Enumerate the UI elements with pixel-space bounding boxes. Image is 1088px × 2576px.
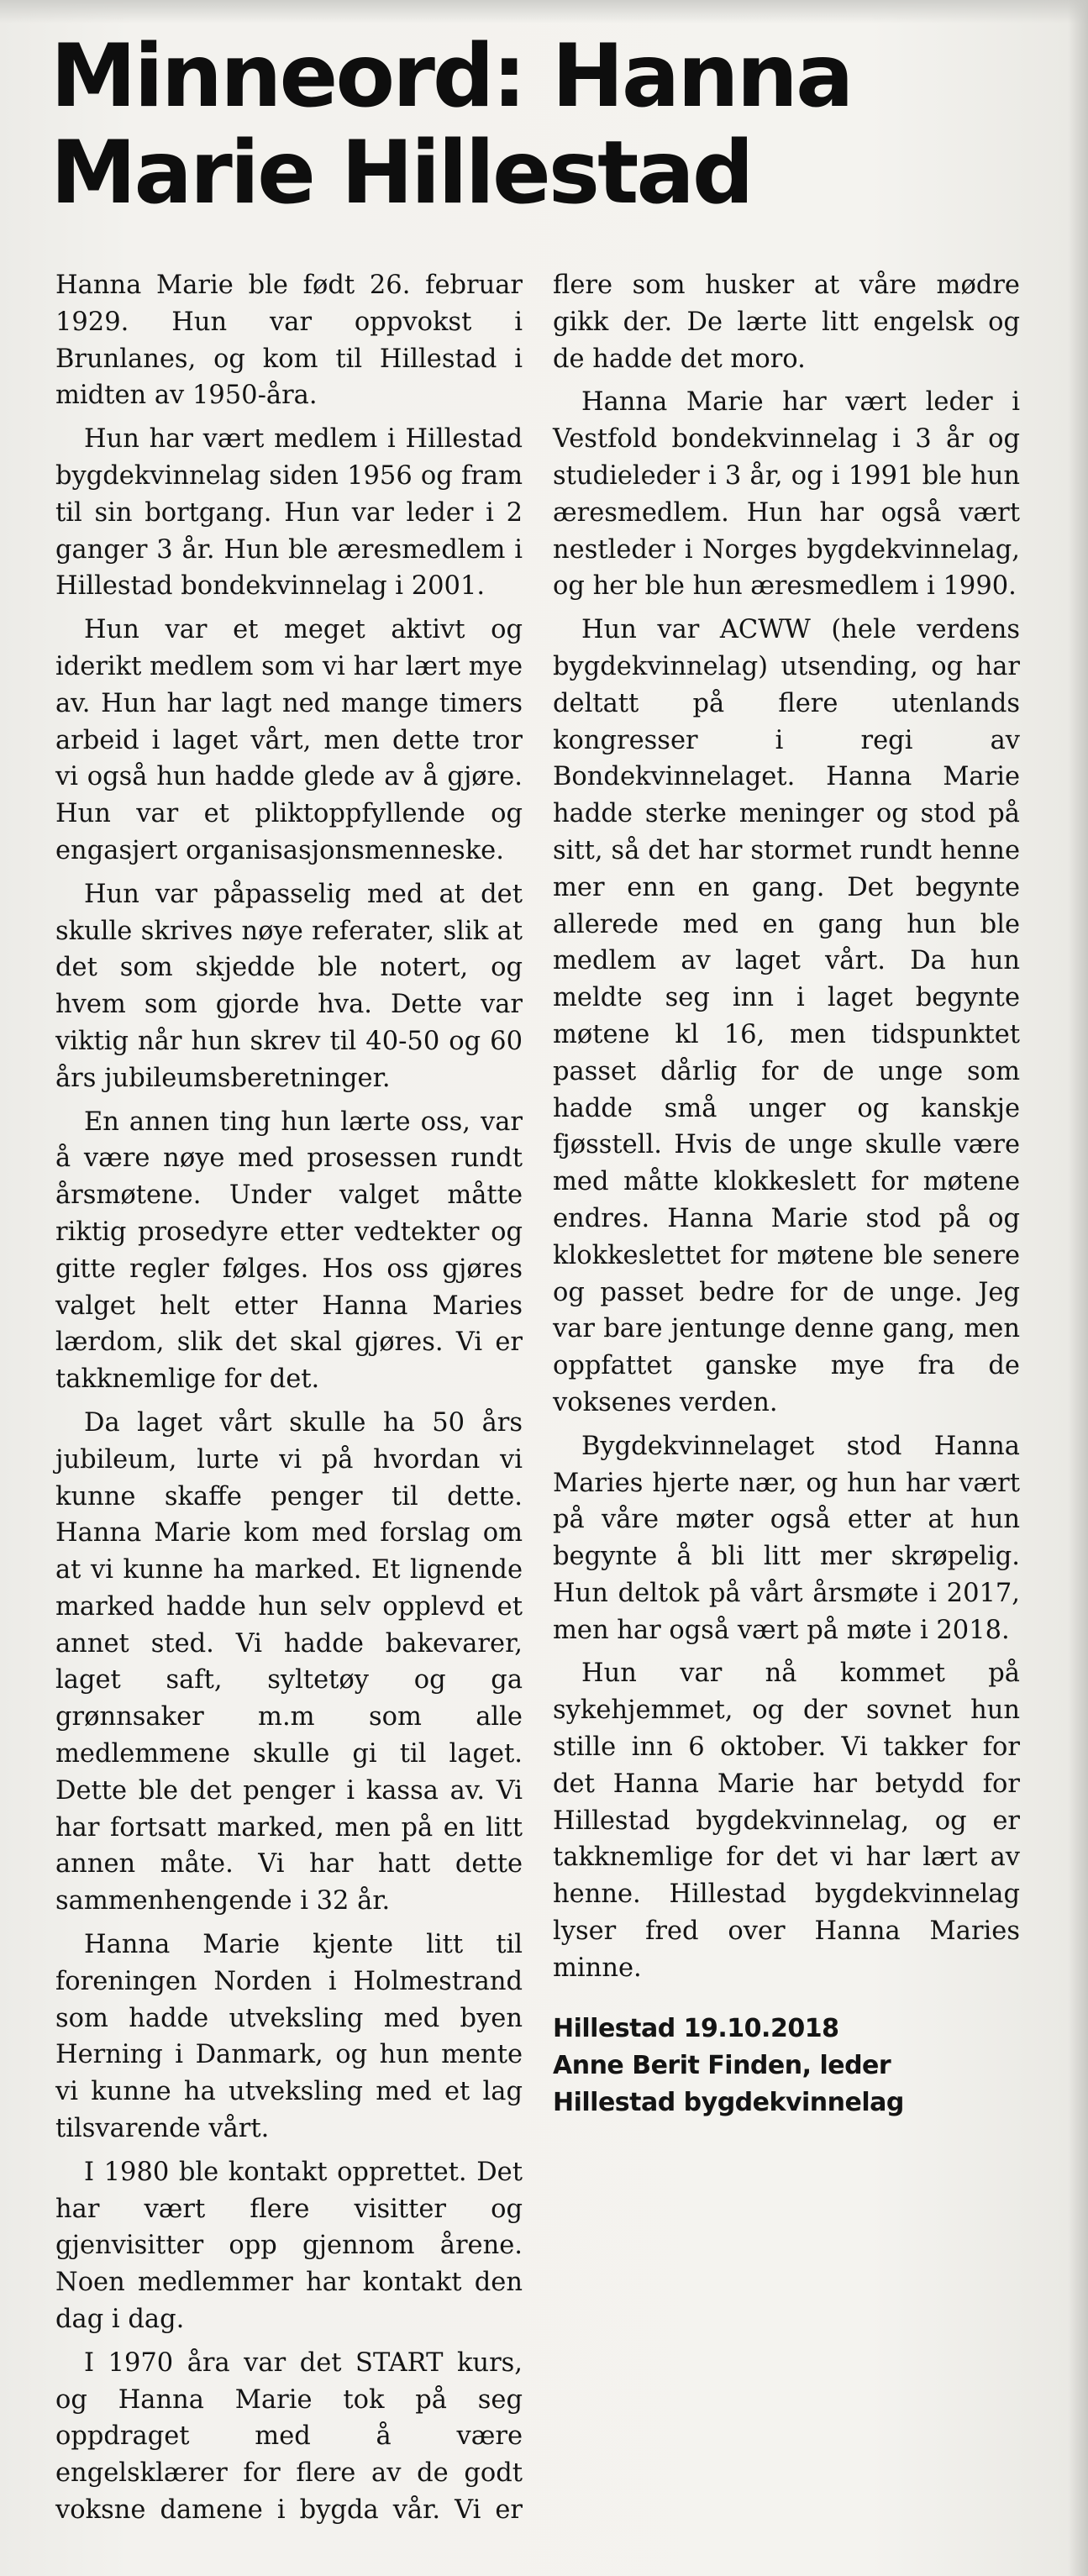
paragraph: Da laget vårt skulle ha 50 års jubileum, lurte vi på hvordan vi kunne skaffe penger til dette. Hanna Marie kom med forslag om at vi kunne ha marked. Et lignende marked hadde hun selv opplevd et annet sted. Vi hadde bakevarer, laget saft, syltetøy og ga grønnsaker m.m som alle medlemmene skulle gi til laget. Dette ble det penger i kassa av. Vi har fortsatt marked, men på en litt annen måte. Vi har hatt dette sammenhengende i 32 år. xyxy=(55,1407,523,1916)
paragraph: Hun har vært medlem i Hillestad bygdekvinnelag siden 1956 og fram til sin bortgang. Hun var leder i 2 ganger 3 år. Hun ble æresmedlem i Hillestad bondekvinnelag i 2001. xyxy=(55,424,523,602)
paragraph: I 1970 åra var det START kurs, og Hanna Marie tok på seg oppdraget med å være engelsklærer for flere av de godt voksne damene i bygda vår. Vi er flere som husker at våre mødre gikk der. De lærte litt engelsk og de hadde det moro. xyxy=(55,271,1020,2526)
signature-place-date: Hillestad 19.10.2018 xyxy=(553,2013,839,2043)
paragraph: Hanna Marie kjente litt til foreningen Norden i Holmestrand som hadde utveksling med byen Herning i Danmark, og hun mente vi kunne ha utveksling med et lag tilsvarende vårt. xyxy=(55,1930,523,2144)
scan-shadow-right xyxy=(1068,0,1088,2576)
paragraph: Bygdekvinnelaget stod Hanna Maries hjerte nær, og hun har vært på våre møter også etter at hun begynte å bli litt mer skrøpelig. Hun deltok på vårt årsmøte i 2017, men har også vært på møte i 2018. xyxy=(553,1431,1020,1645)
paragraph: Hun var et meget aktivt og iderikt medlem som vi har lært mye av. Hun har lagt ned mange timers arbeid i laget vårt, men dette tror vi også hun hadde glede av å gjøre. Hun var et pliktoppfyllende og engasjert organisasjonsmenneske. xyxy=(55,615,523,865)
signature-organization: Hillestad bygdekvinnelag xyxy=(553,2087,904,2117)
article-body xyxy=(55,267,1020,2552)
paragraph: En annen ting hun lærte oss, var å være nøye med prosessen rundt årsmøtene. Under valget måtte riktig prosedyre etter vedtekter og gitte regler følges. Hos oss gjøres valget helt etter Hanna Maries lærdom, slik det skal gjøres. Vi er takknemlige for det. xyxy=(55,1107,523,1395)
signature-author: Anne Berit Finden, leder xyxy=(553,2050,891,2080)
signature-block xyxy=(553,2011,1020,2121)
scan-shadow-top xyxy=(0,0,1088,24)
paragraph: Hun var ACWW (hele verdens bygdekvinnelag) utsending, og har deltatt på flere utenlands kongresser i regi av Bondekvinnelaget. Hanna Marie hadde sterke meninger og stod på sitt, så det har stormet rundt henne mer enn en gang. Det begynte allerede med en gang hun ble medlem av laget vårt. Da hun meldte seg inn i laget begynte møtene kl 16, men tidspunktet passet dårlig for de unge som hadde små unger og kanskje fjøsstell. Hvis de unge skulle være med måtte klokkeslett for møtene endres. Hanna Marie stod på og klokkeslettet for møtene ble senere og passet bedre for de unge. Jeg var bare jentunge denne gang, men oppfattet ganske mye fra de voksenes verden. xyxy=(553,615,1020,1417)
paragraph: Hun var nå kommet på sykehjemmet, og der sovnet hun stille inn 6 oktober. Vi takker for det Hanna Marie har betydd for Hillestad bygdekvinnelag, og er takknemlige for det vi har lært av henne. Hillestad bygdekvinnelag lyser fred over Hanna Maries minne. xyxy=(553,1659,1020,1983)
paragraph: Hanna Marie ble født 26. februar 1929. Hun var oppvokst i Brunlanes, og kom til Hillestad i midten av 1950-åra. xyxy=(55,271,523,411)
paragraph: Hanna Marie har vært leder i Vestfold bondekvinnelag i 3 år og studieleder i 3 år, og i 1991 ble hun æresmedlem. Hun har også vært nestleder i Norges bygdekvinnelag, og her ble hun æresmedlem i 1990. xyxy=(553,387,1020,602)
paragraph: I 1980 ble kontakt opprettet. Det har vært flere visitter og gjenvisitter opp gjennom årene. Noen medlemmer har kontakt den dag i dag. xyxy=(55,2157,523,2335)
article-headline xyxy=(50,26,958,223)
paragraph: Hun var påpasselig med at det skulle skrives nøye referater, slik at det som skjedde ble notert, og hvem som gjorde hva. Dette var viktig når hun skrev til 40-50 og 60 års jubileumsberetninger. xyxy=(55,879,523,1093)
headline-line-2: Marie Hillestad xyxy=(50,123,752,223)
headline-line-1: Minneord: Hanna xyxy=(50,26,852,127)
